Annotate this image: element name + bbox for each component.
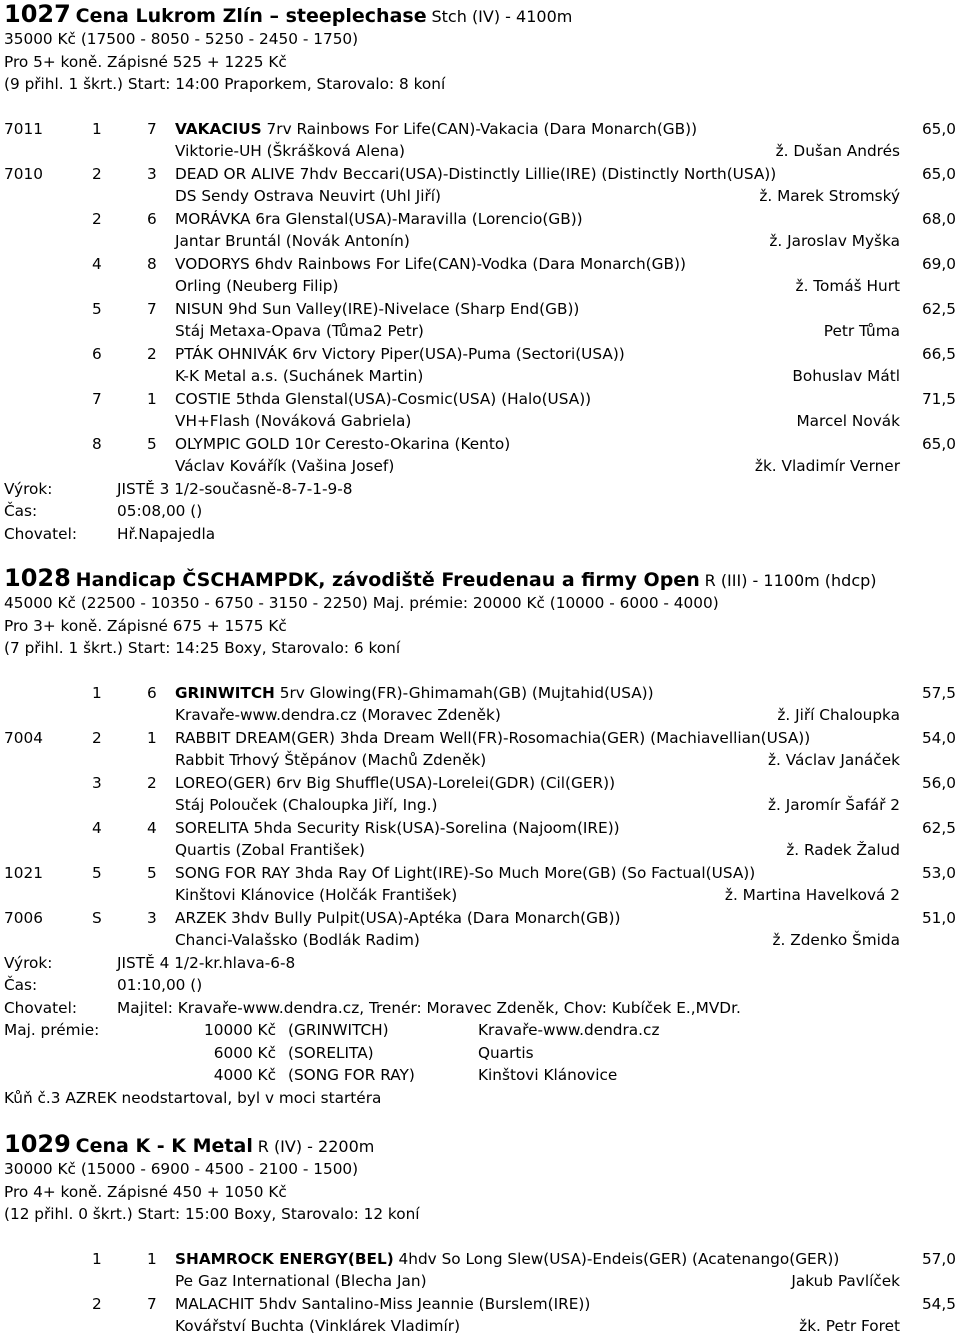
saddle-number: 8 — [147, 254, 157, 273]
entry-owner-line — [4, 749, 956, 772]
jockey: ž. Dušan Andrés — [775, 142, 900, 160]
entries-list — [4, 682, 956, 952]
entry-main-line — [4, 298, 956, 321]
saddle-number: 5 — [147, 863, 157, 882]
owner: DS Sendy Ostrava Neuvirt (Uhl Jiří) — [175, 187, 441, 205]
horse-name: VAKACIUS — [175, 119, 262, 138]
horse-pedigree: RABBIT DREAM(GER) 3hda Dream Well(FR)-Rosomachia(GER) (Machiavellian(USA)) — [175, 728, 811, 747]
race-category: R (IV) - 2200m — [257, 1137, 375, 1156]
horse-info — [175, 727, 810, 750]
horse-info — [175, 1293, 590, 1316]
horse-pedigree: SORELITA 5hda Security Risk(USA)-Sorelina (Najoom(IRE)) — [175, 818, 620, 837]
result-value: 01:10,00 () — [117, 976, 203, 994]
result-value: Hř.Napajedla — [117, 524, 216, 543]
entry-owner-line — [4, 140, 956, 163]
jockey: ž. Radek Žalud — [786, 841, 900, 859]
entry-row — [4, 343, 956, 388]
horse-name: GRINWITCH — [175, 683, 275, 702]
saddle-number: 4 — [147, 818, 157, 837]
race-start-info: (12 přihl. 0 škrt.) Start: 15:00 Boxy, Starovalo: 12 koní — [4, 1205, 420, 1223]
race-number: 1027 — [4, 0, 71, 28]
finish-position: 5 — [92, 299, 102, 318]
race-name: Handicap ČSCHAMPDK, závodiště Freudenau a firmy Open — [75, 569, 700, 591]
horse-name: SHAMROCK ENERGY(BEL) — [175, 1249, 394, 1268]
bonus-horse: (SORELITA) — [288, 1043, 374, 1062]
entry-row — [4, 433, 956, 478]
horse-pedigree: MORÁVKA 6ra Glenstal(USA)-Maravilla (Lorencio(GB)) — [175, 209, 583, 228]
jockey: Bohuslav Mátl — [792, 367, 900, 385]
entry-main-line — [4, 727, 956, 750]
weight: 62,5 — [921, 818, 956, 837]
entry-main-line — [4, 907, 956, 930]
horse-info — [175, 298, 579, 321]
jockey: ž. Václav Janáček — [768, 751, 900, 769]
race-start-info: (9 přihl. 1 škrt.) Start: 14:00 Praporkem, Starovalo: 8 koní — [4, 75, 446, 93]
horse-pedigree: PTÁK OHNIVÁK 6rv Victory Piper(USA)-Puma (Sectori(USA)) — [175, 344, 625, 363]
owner: K-K Metal a.s. (Suchánek Martin) — [175, 367, 424, 385]
saddle-number: 1 — [147, 1249, 157, 1268]
jockey: ž. Jaromír Šafář 2 — [768, 796, 900, 814]
finish-position: 4 — [92, 254, 102, 273]
entry-row — [4, 772, 956, 817]
entry-owner-line — [4, 410, 956, 433]
race-purse: 45000 Kč (22500 - 10350 - 6750 - 3150 - 2250) Maj. prémie: 20000 Kč (10000 - 6000 - 4000) — [4, 594, 719, 612]
horse-info — [175, 817, 620, 840]
bonus-row — [4, 1042, 956, 1065]
weight: 69,0 — [921, 254, 956, 273]
program-number: 1021 — [4, 863, 43, 882]
horse-pedigree: DEAD OR ALIVE 7hdv Beccari(USA)-Distinctly Lillie(IRE) (Distinctly North(USA)) — [175, 164, 777, 183]
entry-owner-line — [4, 230, 956, 253]
race-category: R (III) - 1100m (hdcp) — [704, 571, 877, 590]
weight: 57,5 — [921, 683, 956, 702]
entry-main-line — [4, 118, 956, 141]
horse-info — [175, 433, 510, 456]
weight: 65,0 — [921, 119, 956, 138]
finish-position: S — [92, 908, 102, 927]
entry-row — [4, 727, 956, 772]
entry-owner-line — [4, 455, 956, 478]
race-conditions: Pro 5+ koně. Zápisné 525 + 1225 Kč — [4, 52, 287, 71]
owner: Quartis (Zobal František) — [175, 841, 365, 859]
entry-main-line — [4, 253, 956, 276]
result-value: JISTĚ 4 1/2-kr.hlava-6-8 — [117, 953, 296, 972]
horse-pedigree: NISUN 9hd Sun Valley(IRE)-Nivelace (Sharp End(GB)) — [175, 299, 580, 318]
owner: Rabbit Trhový Štěpánov (Machů Zdeněk) — [175, 751, 487, 769]
weight: 57,0 — [921, 1249, 956, 1268]
owner: Jantar Bruntál (Novák Antonín) — [175, 232, 410, 250]
jockey: Petr Tůma — [823, 322, 900, 340]
race-conditions: Pro 4+ koně. Zápisné 450 + 1050 Kč — [4, 1182, 287, 1201]
entry-main-line — [4, 1248, 956, 1271]
horse-pedigree: ARZEK 3hdv Bully Pulpit(USA)-Aptéka (Dara Monarch(GB)) — [175, 908, 621, 927]
race-name: Cena Lukrom Zlín – steeplechase — [75, 5, 427, 27]
result-label: Výrok: — [4, 479, 53, 498]
weight: 66,5 — [921, 344, 956, 363]
result-label: Chovatel: — [4, 524, 77, 543]
jockey: ž. Zdenko Šmida — [772, 931, 900, 949]
race-header — [4, 0, 956, 28]
jockey: ž. Tomáš Hurt — [795, 277, 900, 295]
weight: 56,0 — [921, 773, 956, 792]
entry-row — [4, 817, 956, 862]
race-purse: 35000 Kč (17500 - 8050 - 5250 - 2450 - 1750) — [4, 30, 359, 48]
entry-main-line — [4, 862, 956, 885]
entry-owner-line — [4, 704, 956, 727]
saddle-number: 5 — [147, 434, 157, 453]
entries-list — [4, 118, 956, 478]
result-breeder — [4, 523, 956, 546]
jockey: žk. Vladimír Verner — [754, 457, 900, 475]
result-label: Výrok: — [4, 953, 53, 972]
entry-row — [4, 253, 956, 298]
bonus-amount: 10000 Kč — [204, 1021, 276, 1039]
entry-main-line — [4, 817, 956, 840]
horse-info — [175, 907, 620, 930]
race-conditions: Pro 3+ koně. Zápisné 675 + 1575 Kč — [4, 616, 287, 635]
result-label: Čas: — [4, 976, 38, 994]
weight: 65,0 — [921, 434, 956, 453]
entry-row — [4, 862, 956, 907]
entry-row — [4, 1248, 956, 1293]
owner: Chanci-Valašsko (Bodlák Radim) — [175, 931, 420, 949]
finish-position: 1 — [92, 119, 102, 138]
weight: 54,0 — [921, 728, 956, 747]
weight: 65,0 — [921, 164, 956, 183]
entry-row — [4, 682, 956, 727]
finish-position: 1 — [92, 1249, 102, 1268]
entry-owner-line — [4, 884, 956, 907]
finish-position: 2 — [92, 1294, 102, 1313]
entry-main-line — [4, 388, 956, 411]
entry-main-line — [4, 343, 956, 366]
owner: Stáj Polouček (Chaloupka Jiří, Ing.) — [175, 796, 438, 814]
entry-main-line — [4, 682, 956, 705]
race-header — [4, 564, 956, 592]
race-note: Kůň č.3 AZREK neodstartoval, byl v moci startéra — [4, 1088, 382, 1107]
horse-info — [175, 118, 697, 141]
saddle-number: 1 — [147, 728, 157, 747]
horse-info — [175, 1248, 839, 1271]
program-number: 7010 — [4, 164, 43, 183]
owner: Václav Kovářík (Vašina Josef) — [175, 457, 395, 475]
owner: Viktorie-UH (Škrášková Alena) — [175, 142, 405, 160]
horse-pedigree: LOREO(GER) 6rv Big Shuffle(USA)-Lorelei(GDR) (Cil(GER)) — [175, 773, 616, 792]
weight: 68,0 — [921, 209, 956, 228]
saddle-number: 6 — [147, 209, 157, 228]
saddle-number: 3 — [147, 908, 157, 927]
entry-owner-line — [4, 1315, 956, 1338]
finish-position: 2 — [92, 728, 102, 747]
owner: Stáj Metaxa-Opava (Tůma2 Petr) — [175, 322, 424, 340]
saddle-number: 2 — [147, 773, 157, 792]
weight: 53,0 — [921, 863, 956, 882]
finish-position: 1 — [92, 683, 102, 702]
horse-pedigree: 4hdv So Long Slew(USA)-Endeis(GER) (Acatenango(GER)) — [393, 1249, 840, 1268]
entry-owner-line — [4, 185, 956, 208]
horse-pedigree: 7rv Rainbows For Life(CAN)-Vakacia (Dara Monarch(GB)) — [261, 119, 698, 138]
entry-owner-line — [4, 794, 956, 817]
race-number: 1028 — [4, 564, 71, 592]
finish-position: 7 — [92, 389, 102, 408]
race-1029 — [4, 1130, 956, 1338]
saddle-number: 7 — [147, 299, 157, 318]
finish-position: 4 — [92, 818, 102, 837]
owner: VH+Flash (Nováková Gabriela) — [175, 412, 412, 430]
result-breeder — [4, 997, 956, 1020]
bonus-row — [4, 1064, 956, 1087]
result-label: Chovatel: — [4, 998, 77, 1017]
horse-info — [175, 772, 615, 795]
race-start-info: (7 přihl. 1 škrt.) Start: 14:25 Boxy, Starovalo: 6 koní — [4, 639, 401, 657]
jockey: Jakub Pavlíček — [791, 1272, 900, 1290]
owner: Kinštovi Klánovice (Holčák František) — [175, 886, 458, 904]
horse-info — [175, 862, 755, 885]
entry-main-line — [4, 433, 956, 456]
result-value: 05:08,00 () — [117, 502, 203, 520]
entry-owner-line — [4, 365, 956, 388]
saddle-number: 7 — [147, 119, 157, 138]
result-verdict — [4, 478, 956, 501]
result-time — [4, 974, 956, 997]
horse-info — [175, 163, 776, 186]
bonus-amount: 4000 Kč — [213, 1066, 276, 1084]
horse-pedigree: SONG FOR RAY 3hda Ray Of Light(IRE)-So Much More(GB) (So Factual(USA)) — [175, 863, 756, 882]
owner: Kovářství Buchta (Vinklárek Vladimír) — [175, 1317, 461, 1335]
saddle-number: 3 — [147, 164, 157, 183]
program-number: 7006 — [4, 908, 43, 927]
race-1028 — [4, 564, 956, 1109]
saddle-number: 2 — [147, 344, 157, 363]
horse-info — [175, 253, 686, 276]
entry-row — [4, 208, 956, 253]
race-name: Cena K - K Metal — [75, 1135, 253, 1157]
entry-main-line — [4, 163, 956, 186]
result-time — [4, 500, 956, 523]
saddle-number: 6 — [147, 683, 157, 702]
entry-owner-line — [4, 929, 956, 952]
entry-row — [4, 118, 956, 163]
bonus-label: Maj. prémie: — [4, 1021, 100, 1039]
horse-pedigree: VODORYS 6hdv Rainbows For Life(CAN)-Vodka (Dara Monarch(GB)) — [175, 254, 686, 273]
bonus-row — [4, 1019, 956, 1042]
entry-owner-line — [4, 275, 956, 298]
horse-info — [175, 682, 654, 705]
weight: 51,0 — [921, 908, 956, 927]
horse-pedigree: MALACHIT 5hdv Santalino-Miss Jeannie (Burslem(IRE)) — [175, 1294, 591, 1313]
race-1027 — [4, 0, 956, 545]
owner: Kravaře-www.dendra.cz (Moravec Zdeněk) — [175, 706, 501, 724]
race-purse: 30000 Kč (15000 - 6900 - 4500 - 2100 - 1500) — [4, 1160, 359, 1178]
weight: 54,5 — [921, 1294, 956, 1313]
horse-pedigree: 5rv Glowing(FR)-Ghimamah(GB) (Mujtahid(USA)) — [274, 683, 654, 702]
jockey: ž. Jaroslav Myška — [769, 232, 900, 250]
result-value: JISTĚ 3 1/2-současně-8-7-1-9-8 — [117, 479, 353, 498]
entry-row — [4, 1293, 956, 1338]
entry-row — [4, 163, 956, 208]
horse-pedigree: COSTIE 5thda Glenstal(USA)-Cosmic(USA) (Halo(USA)) — [175, 389, 592, 408]
result-value: Majitel: Kravaře-www.dendra.cz, Trenér: Moravec Zdeněk, Chov: Kubíček E.,MVDr. — [117, 998, 741, 1017]
entries-list — [4, 1248, 956, 1338]
horse-pedigree: OLYMPIC GOLD 10r Ceresto-Okarina (Kento) — [175, 434, 511, 453]
finish-position: 2 — [92, 209, 102, 228]
jockey: Marcel Novák — [796, 412, 900, 430]
owner: Orling (Neuberg Filip) — [175, 277, 339, 295]
owner: Pe Gaz International (Blecha Jan) — [175, 1272, 427, 1290]
horse-info — [175, 388, 591, 411]
result-verdict — [4, 952, 956, 975]
finish-position: 8 — [92, 434, 102, 453]
finish-position: 6 — [92, 344, 102, 363]
finish-position: 3 — [92, 773, 102, 792]
entry-row — [4, 298, 956, 343]
entry-main-line — [4, 772, 956, 795]
entry-owner-line — [4, 320, 956, 343]
bonus-horse: (SONG FOR RAY) — [288, 1066, 415, 1084]
race-number: 1029 — [4, 1130, 71, 1158]
bonus-owner: Quartis — [478, 1043, 534, 1062]
weight: 62,5 — [921, 299, 956, 318]
bonus-horse: (GRINWITCH) — [288, 1021, 389, 1039]
horse-info — [175, 208, 583, 231]
race-category: Stch (IV) - 4100m — [431, 7, 573, 26]
race-header — [4, 1130, 956, 1158]
saddle-number: 7 — [147, 1294, 157, 1313]
bonus-owner: Kinštovi Klánovice — [478, 1066, 618, 1084]
jockey: ž. Martina Havelková 2 — [724, 886, 900, 904]
entry-row — [4, 388, 956, 433]
jockey: ž. Marek Stromský — [759, 187, 900, 205]
bonus-amount: 6000 Kč — [213, 1043, 276, 1062]
horse-info — [175, 343, 625, 366]
weight: 71,5 — [921, 389, 956, 408]
jockey: žk. Petr Foret — [799, 1317, 900, 1335]
entry-main-line — [4, 1293, 956, 1316]
entry-owner-line — [4, 839, 956, 862]
entry-main-line — [4, 208, 956, 231]
saddle-number: 1 — [147, 389, 157, 408]
entry-owner-line — [4, 1270, 956, 1293]
finish-position: 2 — [92, 164, 102, 183]
jockey: ž. Jiří Chaloupka — [777, 706, 900, 724]
result-label: Čas: — [4, 502, 38, 520]
bonus-owner: Kravaře-www.dendra.cz — [478, 1021, 660, 1039]
program-number: 7004 — [4, 728, 43, 747]
entry-row — [4, 907, 956, 952]
program-number: 7011 — [4, 119, 43, 138]
finish-position: 5 — [92, 863, 102, 882]
